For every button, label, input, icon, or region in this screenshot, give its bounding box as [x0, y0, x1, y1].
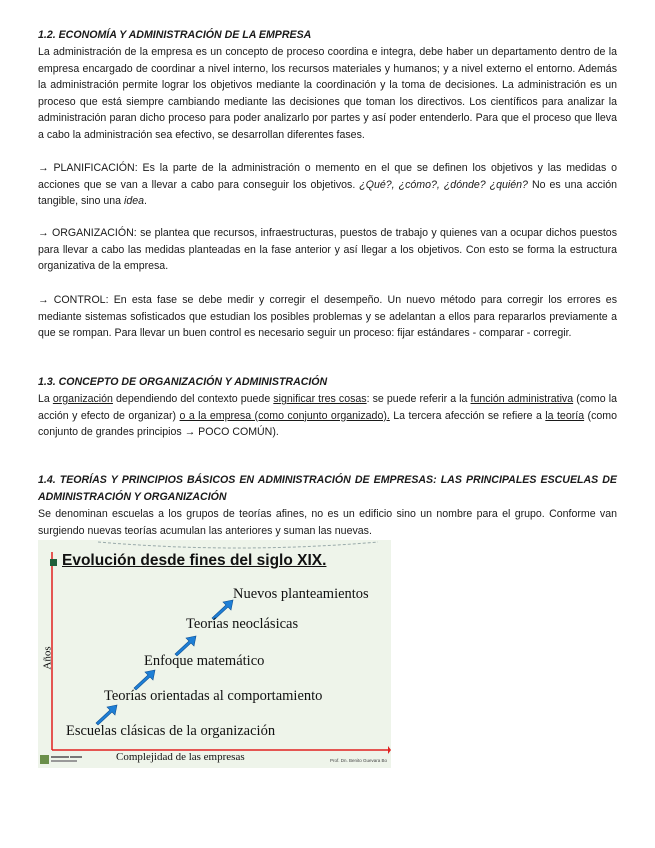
section-1-4-body: Se denominan escuelas a los grupos de teorías afines, no es un edificio sino un nombre para el grupo. Conforme van surgiendo nuevas teorías acumulan las anteriores y suman las nuevas. — [38, 508, 617, 537]
step-enfoque-matematico: Enfoque matemático — [144, 653, 265, 669]
top-dashed-curve — [98, 542, 378, 548]
concept-text-5: La tercera afección se refiere a — [389, 409, 546, 422]
concept-organizacion: organización — [52, 393, 113, 405]
x-axis-label: Complejidad de las empresas — [116, 751, 245, 763]
x-axis-arrowhead — [388, 746, 391, 754]
figure-title: Evolución desde fines del siglo XIX. — [62, 552, 327, 569]
planificacion-paragraph — [38, 160, 617, 210]
concept-text-3: : se puede referir a la — [366, 393, 471, 405]
section-1-4-heading: 1.4. TEORÍAS Y PRINCIPIOS BÁSICOS EN ADMINISTRACIÓN DE EMPRESAS: LAS PRINCIPALES ESCUELAS DE ADMINISTRACIÓN Y ORGANIZACIÓN — [38, 474, 617, 503]
organizacion-paragraph: → ORGANIZACIÓN: se plantea que recursos, infraestructuras, puestos de trabajo y quienes van a ocupar dichos puestos para llevar a cabo las medidas planteadas en la fase anterior y así llegar a los objetivos. Con esto se forma la estructura organizativa de la empresa. — [38, 227, 617, 273]
concept-tres-cosas: significar tres cosas — [273, 393, 367, 405]
step-escuelas-clasicas: Escuelas clásicas de la organización — [66, 723, 276, 739]
planificacion-questions: ¿Qué?, ¿cómo?, ¿dónde? ¿quién? — [359, 178, 528, 191]
concept-text-6: (como conjunto de grandes principios → POCO COMÚN). — [38, 409, 617, 439]
step-nuevos-planteamientos: Nuevos planteamientos — [233, 586, 369, 602]
section-1-2-heading: 1.2. ECONOMÍA Y ADMINISTRACIÓN DE LA EMPRESA — [38, 29, 312, 41]
planificacion-text: → PLANIFICACIÓN: Es la parte de la administración o memento en el que se definen los objetivos y las medidas o acciones que se van a llevar a cabo para conseguir los objetivos. — [38, 162, 617, 191]
figure-credit: Prof. Dn. Benito Guevara Bo — [330, 758, 388, 763]
evolution-figure — [38, 540, 391, 768]
control-paragraph: → CONTROL: En esta fase se debe medir y corregir el desempeño. Un nuevo método para corregir los errores es mediante sistemas sofisticados que estudian los posibles problemas y se adelantan a ellos para repararlos previamente a que se rompan. Para llevar un buen control es necesario seguir un proceso: fijar estándares - comparar - corregir. — [38, 294, 617, 340]
step-arrow-icon — [96, 705, 117, 725]
section-1-3-heading: 1.3. CONCEPTO DE ORGANIZACIÓN Y ADMINISTRACIÓN — [38, 376, 328, 388]
concept-text-1: La — [38, 393, 53, 405]
title-bullet-icon — [50, 559, 57, 566]
step-arrow-icon — [134, 670, 155, 690]
concept-funcion-administrativa: función administrativa — [470, 393, 574, 405]
planificacion-period: . — [144, 195, 147, 208]
concept-teoria: la teoría — [545, 409, 585, 422]
concept-text-2: dependiendo del contexto puede — [112, 393, 274, 405]
concept-empresa: o a la empresa (como conjunto organizado). — [179, 409, 390, 422]
concept-text-4: (como la acción y efecto de organizar) — [38, 393, 617, 422]
publisher-logo-icon — [40, 754, 98, 766]
section-1-2-body: La administración de la empresa es un concepto de proceso coordina e integra, debe haber un departamento dentro de la empresa encargado de coordinar a nivel interno, los recursos materiales y humanos; y a nivel externo el entorno. Además la administración permite lograr los objetivos mediante la coordinación y la toma de decisiones. La administración es un proceso que está siempre cambiando mediante las decisiones que toman los directivos. Los científicos para analizar la administración paran dicho proceso para poder analizarlo por partes y así poder entenderlo. Para que el proceso que lleva a cabo la administración sea efectivo, se desarrollan diferentes fases. — [38, 46, 617, 141]
step-teorias-comportamiento: Teorías orientadas al comportamiento — [104, 688, 323, 704]
step-teorias-neoclasicas: Teorías neoclásicas — [186, 616, 299, 632]
planificacion-text-2: No es una acción tangible, sino una — [38, 178, 617, 208]
section-1-3-body — [38, 391, 617, 441]
y-axis-label: Años — [41, 646, 54, 670]
planificacion-idea: idea — [124, 195, 145, 208]
